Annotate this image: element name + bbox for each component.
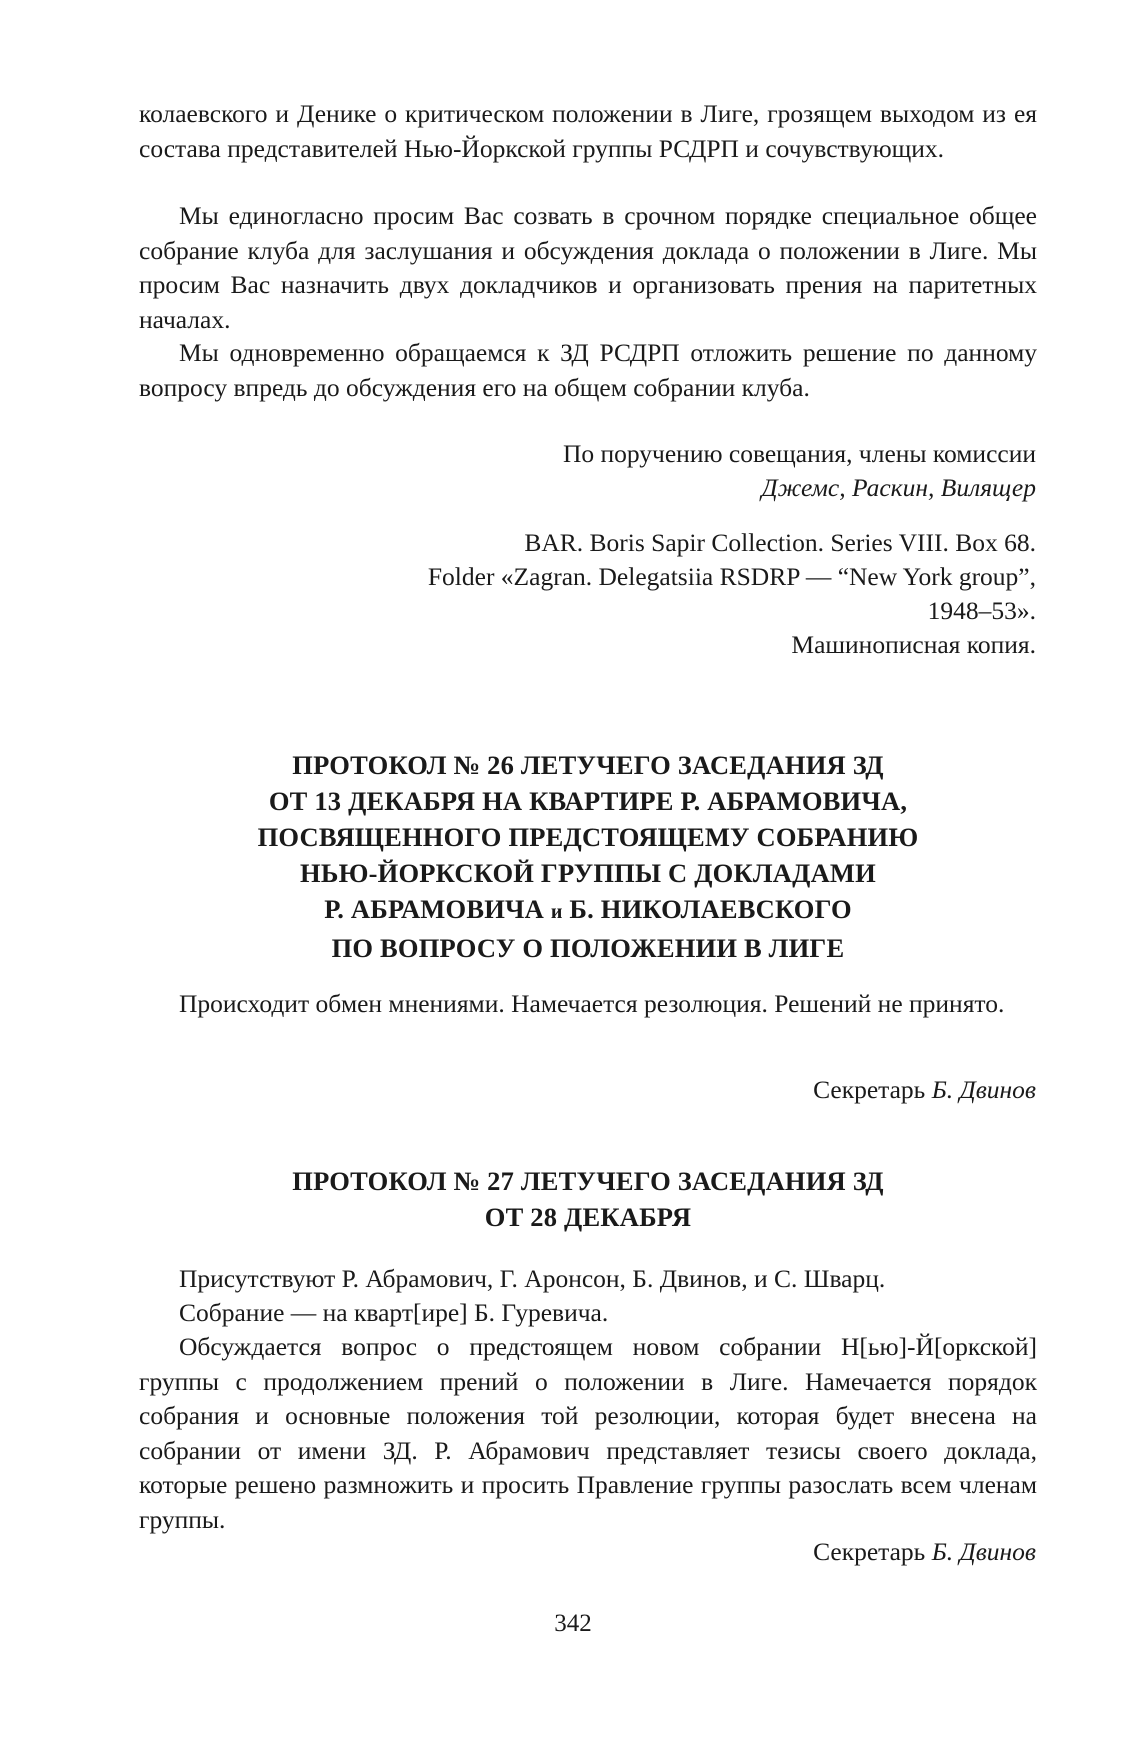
- protocol-26-title-name-a: Р. АБРАМОВИЧА: [324, 894, 545, 924]
- protocol-27-title: [139, 1163, 1037, 1235]
- protocol-27-title-line: ОТ 28 ДЕКАБРЯ: [484, 1202, 692, 1232]
- protocol-26-secretary: [813, 1073, 1036, 1108]
- protocol-26-title-line: [139, 891, 1037, 930]
- secretary-label: Секретарь: [813, 1537, 926, 1566]
- letter-paragraph-2: Мы единогласно просим Вас созвать в срочном порядке специальное общее собрание клуба для заслушания и обсуждения доклада о положении в Лиге. Мы просим Вас назначить двух докладчиков и организовать прения на паритетных началах.: [139, 201, 1037, 334]
- protocol-27-attendees: Присутствуют Р. Абрамович, Г. Аронсон, Б. Двинов, и С. Шварц.: [179, 1264, 886, 1293]
- source-line-3: 1948–53».: [927, 596, 1036, 625]
- protocol-27-body: Обсуждается вопрос о предстоящем новом собрании Н[ью]-Й[оркской] группы с продолжением прений о положении в Лиге. Намечается порядок собрания и основные положения той резолюции, которая будет внесена на собрании от имени ЗД. Р. Абрамович представляет тезисы своего доклада, которые решено размножить и просить Правление группы разослать всем членам группы.: [139, 1332, 1037, 1534]
- protocol-26-title-line: ПОСВЯЩЕННОГО ПРЕДСТОЯЩЕМУ СОБРАНИЮ: [257, 822, 919, 852]
- signatories: Джемс, Раскин, Вилящер: [761, 473, 1036, 502]
- secretary-label: Секретарь: [813, 1075, 926, 1104]
- protocol-26-title-line: НЬЮ-ЙОРКСКОЙ ГРУППЫ С ДОКЛАДАМИ: [300, 858, 876, 888]
- protocol-26-title-line: ПРОТОКОЛ № 26 ЛЕТУЧЕГО ЗАСЕДАНИЯ ЗД: [292, 750, 884, 780]
- signature-line: По поручению совещания, члены комиссии: [562, 439, 1036, 468]
- source-line-1: BAR. Boris Sapir Collection. Series VIII. Box 68.: [524, 528, 1036, 557]
- protocol-26-title-line: ОТ 13 ДЕКАБРЯ НА КВАРТИРЕ Р. АБРАМОВИЧА,: [268, 786, 908, 816]
- protocol-26-title-and: и: [550, 901, 563, 923]
- letter-paragraph-3: Мы одновременно обращаемся к ЗД РСДРП отложить решение по данному вопросу впредь до обсуждения его на общем собрании клуба.: [139, 338, 1037, 402]
- protocol-26-title-line: ПО ВОПРОСУ О ПОЛОЖЕНИИ В ЛИГЕ: [331, 933, 845, 963]
- protocol-27-title-line: ПРОТОКОЛ № 27 ЛЕТУЧЕГО ЗАСЕДАНИЯ ЗД: [292, 1166, 884, 1196]
- protocol-26-title-name-b: Б. НИКОЛАЕВСКОГО: [569, 894, 852, 924]
- source-line-4: Машинописная копия.: [791, 630, 1036, 659]
- protocol-27-secretary: [813, 1535, 1036, 1570]
- page-number: 342: [554, 1610, 592, 1637]
- protocol-26-body: Происходит обмен мнениями. Намечается резолюция. Решений не принято.: [179, 989, 1005, 1018]
- secretary-name: Б. Двинов: [931, 1537, 1036, 1566]
- protocol-27-location: Собрание — на кварт[ире] Б. Гуревича.: [179, 1298, 609, 1327]
- letter-paragraph-1: колаевского и Денике о критическом положении в Лиге, грозящем выходом из ея состава представителей Нью-Йоркской группы РСДРП и сочувствующих.: [139, 99, 1037, 163]
- protocol-26-title: [139, 747, 1037, 966]
- source-line-2: Folder «Zagran. Delegatsiia RSDRP — “New York group”,: [427, 562, 1036, 591]
- secretary-name: Б. Двинов: [931, 1075, 1036, 1104]
